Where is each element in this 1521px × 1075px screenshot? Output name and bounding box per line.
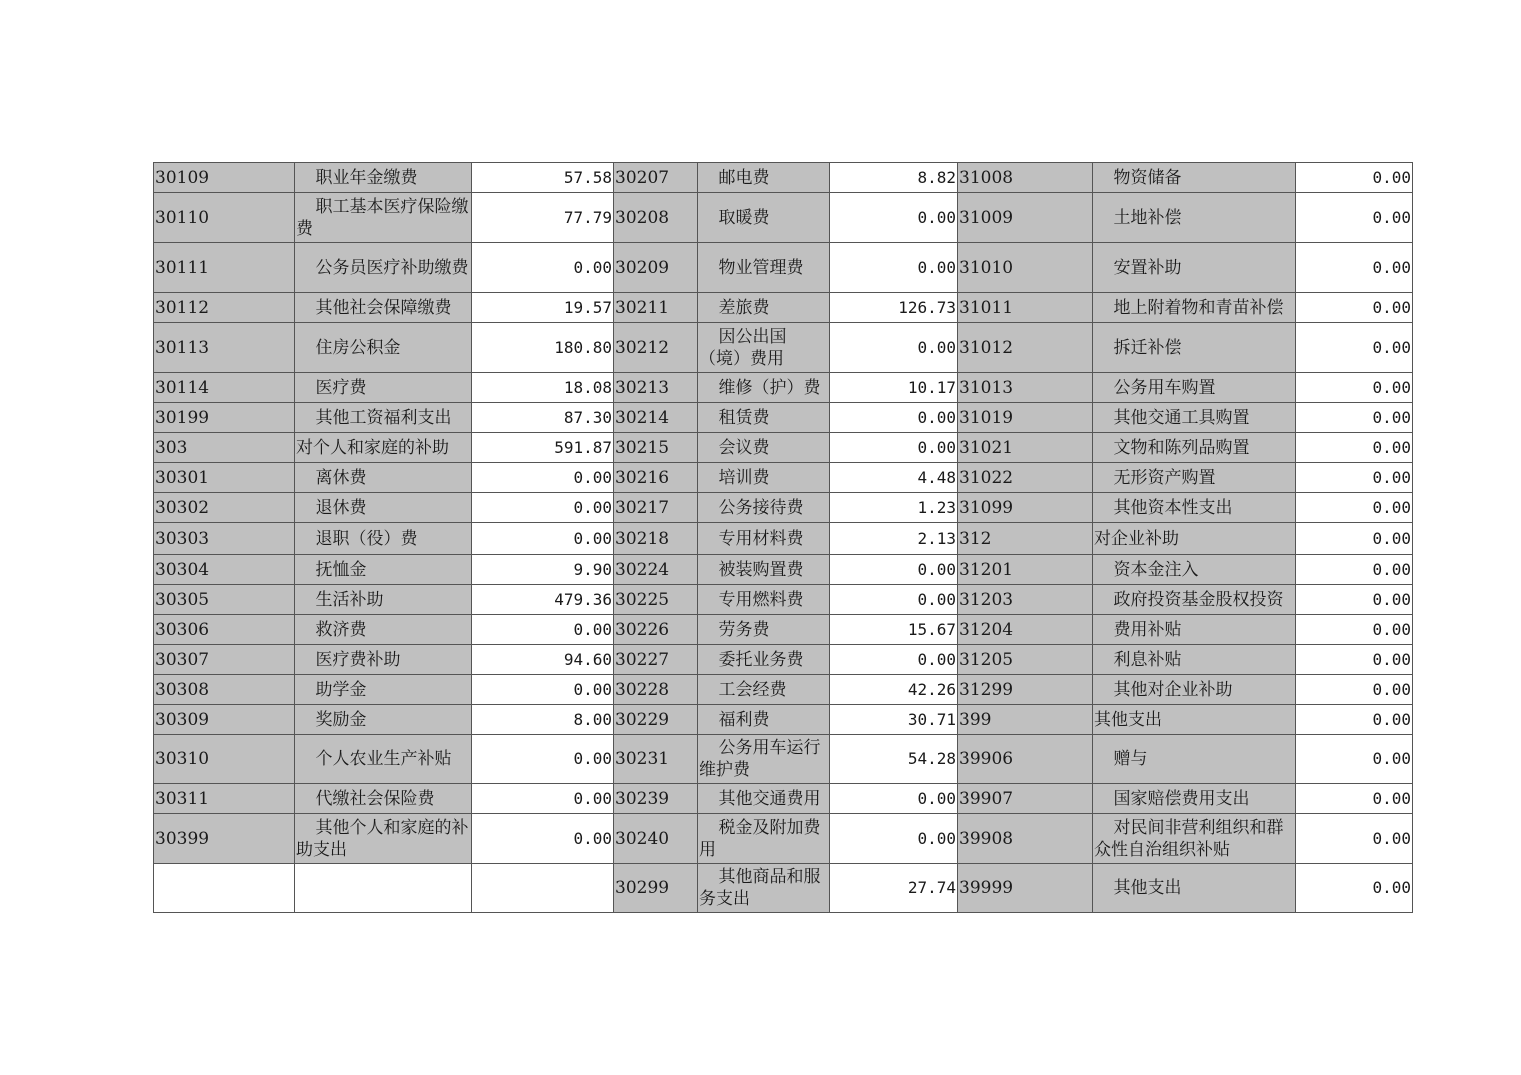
expense-name-cell: 其他对企业补助 <box>1093 675 1296 705</box>
expense-code-cell: 30302 <box>154 493 295 523</box>
expense-name-cell: 公务接待费 <box>698 493 830 523</box>
table-row <box>154 814 1413 864</box>
expense-amount-cell: 8.00 <box>472 705 614 735</box>
expense-name-cell: 其他交通工具购置 <box>1093 403 1296 433</box>
expense-code-cell: 30303 <box>154 523 295 555</box>
expense-amount-cell: 10.17 <box>830 373 958 403</box>
table-row <box>154 493 1413 523</box>
expense-name-cell: 邮电费 <box>698 163 830 193</box>
expense-amount-cell: 1.23 <box>830 493 958 523</box>
table-row <box>154 864 1413 913</box>
expense-code-cell: 30226 <box>614 615 698 645</box>
expense-code-cell: 31011 <box>958 293 1093 323</box>
expense-code-cell <box>154 864 295 913</box>
expense-name-cell: 专用材料费 <box>698 523 830 555</box>
expense-code-cell: 30225 <box>614 585 698 615</box>
expense-name-cell: 对企业补助 <box>1093 523 1296 555</box>
expense-code-cell: 30231 <box>614 735 698 784</box>
expense-code-cell: 31010 <box>958 243 1093 293</box>
expense-amount-cell: 479.36 <box>472 585 614 615</box>
expense-code-cell: 30218 <box>614 523 698 555</box>
expense-amount-cell: 2.13 <box>830 523 958 555</box>
expense-name-cell: 其他社会保障缴费 <box>295 293 472 323</box>
expense-amount-cell: 0.00 <box>1296 784 1413 814</box>
table-row <box>154 463 1413 493</box>
expense-amount-cell: 0.00 <box>830 555 958 585</box>
expense-code-cell: 30111 <box>154 243 295 293</box>
expense-amount-cell: 30.71 <box>830 705 958 735</box>
expense-name-cell: 对民间非营利组织和群众性自治组织补贴 <box>1093 814 1296 864</box>
expense-name-cell: 福利费 <box>698 705 830 735</box>
table-row <box>154 705 1413 735</box>
expense-name-cell: 公务用车购置 <box>1093 373 1296 403</box>
expense-code-cell: 30112 <box>154 293 295 323</box>
expense-amount-cell: 0.00 <box>472 523 614 555</box>
expense-code-cell: 30212 <box>614 323 698 373</box>
expense-code-cell: 303 <box>154 433 295 463</box>
expense-code-cell: 30211 <box>614 293 698 323</box>
expense-code-cell: 30309 <box>154 705 295 735</box>
expense-name-cell: 抚恤金 <box>295 555 472 585</box>
expense-amount-cell: 0.00 <box>830 403 958 433</box>
expense-name-cell: 其他资本性支出 <box>1093 493 1296 523</box>
expense-code-cell: 30227 <box>614 645 698 675</box>
expense-name-cell: 职工基本医疗保险缴费 <box>295 193 472 243</box>
expense-code-cell: 30399 <box>154 814 295 864</box>
expense-name-cell: 资本金注入 <box>1093 555 1296 585</box>
table-row <box>154 784 1413 814</box>
expense-amount-cell: 0.00 <box>1296 675 1413 705</box>
expense-name-cell: 差旅费 <box>698 293 830 323</box>
expense-amount-cell: 0.00 <box>1296 193 1413 243</box>
expense-name-cell: 国家赔偿费用支出 <box>1093 784 1296 814</box>
expense-name-cell: 对个人和家庭的补助 <box>295 433 472 463</box>
expense-code-cell: 31021 <box>958 433 1093 463</box>
expense-amount-cell: 9.90 <box>472 555 614 585</box>
expense-amount-cell: 94.60 <box>472 645 614 675</box>
expense-name-cell: 生活补助 <box>295 585 472 615</box>
expense-name-cell: 助学金 <box>295 675 472 705</box>
expense-code-cell: 30306 <box>154 615 295 645</box>
expense-amount-cell: 0.00 <box>830 814 958 864</box>
expense-amount-cell: 0.00 <box>1296 433 1413 463</box>
expense-code-cell: 30207 <box>614 163 698 193</box>
expense-name-cell: 退休费 <box>295 493 472 523</box>
expense-amount-cell: 0.00 <box>1296 615 1413 645</box>
expense-amount-cell: 27.74 <box>830 864 958 913</box>
expense-name-cell: 无形资产购置 <box>1093 463 1296 493</box>
expense-name-cell: 个人农业生产补贴 <box>295 735 472 784</box>
expense-amount-cell: 0.00 <box>472 463 614 493</box>
table-row <box>154 433 1413 463</box>
expense-amount-cell: 0.00 <box>830 433 958 463</box>
expense-amount-cell: 4.48 <box>830 463 958 493</box>
expense-name-cell: 租赁费 <box>698 403 830 433</box>
budget-expenditure-table <box>153 162 1413 913</box>
expense-code-cell: 30208 <box>614 193 698 243</box>
expense-code-cell: 30311 <box>154 784 295 814</box>
expense-amount-cell: 0.00 <box>830 585 958 615</box>
expense-amount-cell: 591.87 <box>472 433 614 463</box>
expense-code-cell: 30217 <box>614 493 698 523</box>
expense-code-cell: 31204 <box>958 615 1093 645</box>
expense-name-cell: 被装购置费 <box>698 555 830 585</box>
expense-code-cell: 30299 <box>614 864 698 913</box>
expense-amount-cell: 54.28 <box>830 735 958 784</box>
expense-name-cell: 其他支出 <box>1093 705 1296 735</box>
expense-name-cell: 费用补贴 <box>1093 615 1296 645</box>
expense-amount-cell: 0.00 <box>1296 735 1413 784</box>
expense-amount-cell: 0.00 <box>1296 523 1413 555</box>
expense-amount-cell: 77.79 <box>472 193 614 243</box>
table-row <box>154 585 1413 615</box>
expense-code-cell: 31201 <box>958 555 1093 585</box>
expense-code-cell: 30199 <box>154 403 295 433</box>
table-row <box>154 373 1413 403</box>
expense-code-cell: 31022 <box>958 463 1093 493</box>
expense-amount-cell: 87.30 <box>472 403 614 433</box>
table-row <box>154 675 1413 705</box>
expense-code-cell: 30224 <box>614 555 698 585</box>
expense-code-cell: 30304 <box>154 555 295 585</box>
expense-name-cell: 代缴社会保险费 <box>295 784 472 814</box>
expense-code-cell: 312 <box>958 523 1093 555</box>
expense-amount-cell: 0.00 <box>472 814 614 864</box>
expense-amount-cell: 180.80 <box>472 323 614 373</box>
expense-name-cell: 公务用车运行维护费 <box>698 735 830 784</box>
expense-amount-cell: 0.00 <box>1296 463 1413 493</box>
expense-amount-cell: 57.58 <box>472 163 614 193</box>
expense-code-cell: 30213 <box>614 373 698 403</box>
expense-code-cell: 31012 <box>958 323 1093 373</box>
expense-amount-cell: 0.00 <box>830 243 958 293</box>
expense-amount-cell: 42.26 <box>830 675 958 705</box>
expense-name-cell: 物资储备 <box>1093 163 1296 193</box>
expense-name-cell: 其他交通费用 <box>698 784 830 814</box>
expense-code-cell: 30305 <box>154 585 295 615</box>
expense-code-cell: 31008 <box>958 163 1093 193</box>
table-row <box>154 163 1413 193</box>
expense-amount-cell: 18.08 <box>472 373 614 403</box>
expense-code-cell: 30215 <box>614 433 698 463</box>
table-row <box>154 243 1413 293</box>
expense-amount-cell: 0.00 <box>1296 705 1413 735</box>
expense-amount-cell: 0.00 <box>472 784 614 814</box>
expense-code-cell: 30310 <box>154 735 295 784</box>
expense-code-cell: 30239 <box>614 784 698 814</box>
expense-amount-cell: 0.00 <box>830 323 958 373</box>
expense-amount-cell: 0.00 <box>1296 864 1413 913</box>
expense-amount-cell: 0.00 <box>1296 373 1413 403</box>
expense-code-cell: 31203 <box>958 585 1093 615</box>
expense-amount-cell: 0.00 <box>1296 555 1413 585</box>
expense-code-cell: 39999 <box>958 864 1093 913</box>
expense-amount-cell: 0.00 <box>830 784 958 814</box>
expense-code-cell: 31019 <box>958 403 1093 433</box>
expense-name-cell: 物业管理费 <box>698 243 830 293</box>
expense-code-cell: 399 <box>958 705 1093 735</box>
expense-name-cell: 土地补偿 <box>1093 193 1296 243</box>
expense-name-cell: 维修（护）费 <box>698 373 830 403</box>
expense-code-cell: 30216 <box>614 463 698 493</box>
table-row <box>154 293 1413 323</box>
expense-name-cell: 赠与 <box>1093 735 1296 784</box>
table-row <box>154 645 1413 675</box>
table-row <box>154 323 1413 373</box>
expense-code-cell: 39907 <box>958 784 1093 814</box>
expense-name-cell: 因公出国（境）费用 <box>698 323 830 373</box>
expense-code-cell: 39908 <box>958 814 1093 864</box>
expense-code-cell: 30110 <box>154 193 295 243</box>
expense-amount-cell: 15.67 <box>830 615 958 645</box>
expense-name-cell: 职业年金缴费 <box>295 163 472 193</box>
expense-amount-cell: 0.00 <box>830 193 958 243</box>
expense-code-cell: 30214 <box>614 403 698 433</box>
expense-name-cell: 政府投资基金股权投资 <box>1093 585 1296 615</box>
expense-amount-cell: 0.00 <box>472 735 614 784</box>
expense-name-cell: 离休费 <box>295 463 472 493</box>
expense-amount-cell: 0.00 <box>472 243 614 293</box>
expense-name-cell: 地上附着物和青苗补偿 <box>1093 293 1296 323</box>
expense-amount-cell: 0.00 <box>472 675 614 705</box>
expense-amount-cell: 0.00 <box>1296 585 1413 615</box>
expense-code-cell: 30301 <box>154 463 295 493</box>
table-row <box>154 555 1413 585</box>
expense-code-cell: 30109 <box>154 163 295 193</box>
expense-name-cell: 取暖费 <box>698 193 830 243</box>
table-row <box>154 615 1413 645</box>
expense-name-cell: 救济费 <box>295 615 472 645</box>
expense-amount-cell: 0.00 <box>830 645 958 675</box>
expense-amount-cell <box>472 864 614 913</box>
expense-name-cell: 奖励金 <box>295 705 472 735</box>
expense-name-cell: 退职（役）费 <box>295 523 472 555</box>
expense-code-cell: 39906 <box>958 735 1093 784</box>
expense-name-cell: 专用燃料费 <box>698 585 830 615</box>
expense-name-cell: 医疗费补助 <box>295 645 472 675</box>
expense-code-cell: 30240 <box>614 814 698 864</box>
expense-amount-cell: 19.57 <box>472 293 614 323</box>
expense-code-cell: 31099 <box>958 493 1093 523</box>
expense-name-cell: 其他商品和服务支出 <box>698 864 830 913</box>
expense-name-cell: 安置补助 <box>1093 243 1296 293</box>
expense-amount-cell: 0.00 <box>1296 243 1413 293</box>
expense-name-cell: 利息补贴 <box>1093 645 1296 675</box>
expense-code-cell: 31299 <box>958 675 1093 705</box>
table-row <box>154 403 1413 433</box>
expense-amount-cell: 8.82 <box>830 163 958 193</box>
expense-name-cell: 公务员医疗补助缴费 <box>295 243 472 293</box>
expense-amount-cell: 0.00 <box>1296 323 1413 373</box>
expense-code-cell: 30113 <box>154 323 295 373</box>
expense-name-cell <box>295 864 472 913</box>
table-row <box>154 193 1413 243</box>
expense-code-cell: 30114 <box>154 373 295 403</box>
table-row <box>154 735 1413 784</box>
expense-code-cell: 31009 <box>958 193 1093 243</box>
expense-name-cell: 会议费 <box>698 433 830 463</box>
table-row <box>154 523 1413 555</box>
expense-code-cell: 31205 <box>958 645 1093 675</box>
expense-name-cell: 工会经费 <box>698 675 830 705</box>
expense-code-cell: 30228 <box>614 675 698 705</box>
expense-amount-cell: 0.00 <box>472 615 614 645</box>
expense-code-cell: 31013 <box>958 373 1093 403</box>
expense-amount-cell: 0.00 <box>1296 163 1413 193</box>
expense-amount-cell: 0.00 <box>472 493 614 523</box>
expense-name-cell: 劳务费 <box>698 615 830 645</box>
expense-name-cell: 其他个人和家庭的补助支出 <box>295 814 472 864</box>
expense-code-cell: 30307 <box>154 645 295 675</box>
expense-name-cell: 医疗费 <box>295 373 472 403</box>
expense-code-cell: 30209 <box>614 243 698 293</box>
expense-code-cell: 30229 <box>614 705 698 735</box>
expense-name-cell: 其他工资福利支出 <box>295 403 472 433</box>
expense-name-cell: 委托业务费 <box>698 645 830 675</box>
expense-code-cell: 30308 <box>154 675 295 705</box>
expense-name-cell: 其他支出 <box>1093 864 1296 913</box>
expense-name-cell: 住房公积金 <box>295 323 472 373</box>
expense-amount-cell: 0.00 <box>1296 293 1413 323</box>
expense-name-cell: 拆迁补偿 <box>1093 323 1296 373</box>
expense-amount-cell: 0.00 <box>1296 645 1413 675</box>
expense-name-cell: 文物和陈列品购置 <box>1093 433 1296 463</box>
expense-name-cell: 税金及附加费用 <box>698 814 830 864</box>
expense-amount-cell: 0.00 <box>1296 814 1413 864</box>
expense-amount-cell: 0.00 <box>1296 493 1413 523</box>
expense-name-cell: 培训费 <box>698 463 830 493</box>
expense-amount-cell: 126.73 <box>830 293 958 323</box>
table-body <box>154 163 1413 913</box>
expense-amount-cell: 0.00 <box>1296 403 1413 433</box>
